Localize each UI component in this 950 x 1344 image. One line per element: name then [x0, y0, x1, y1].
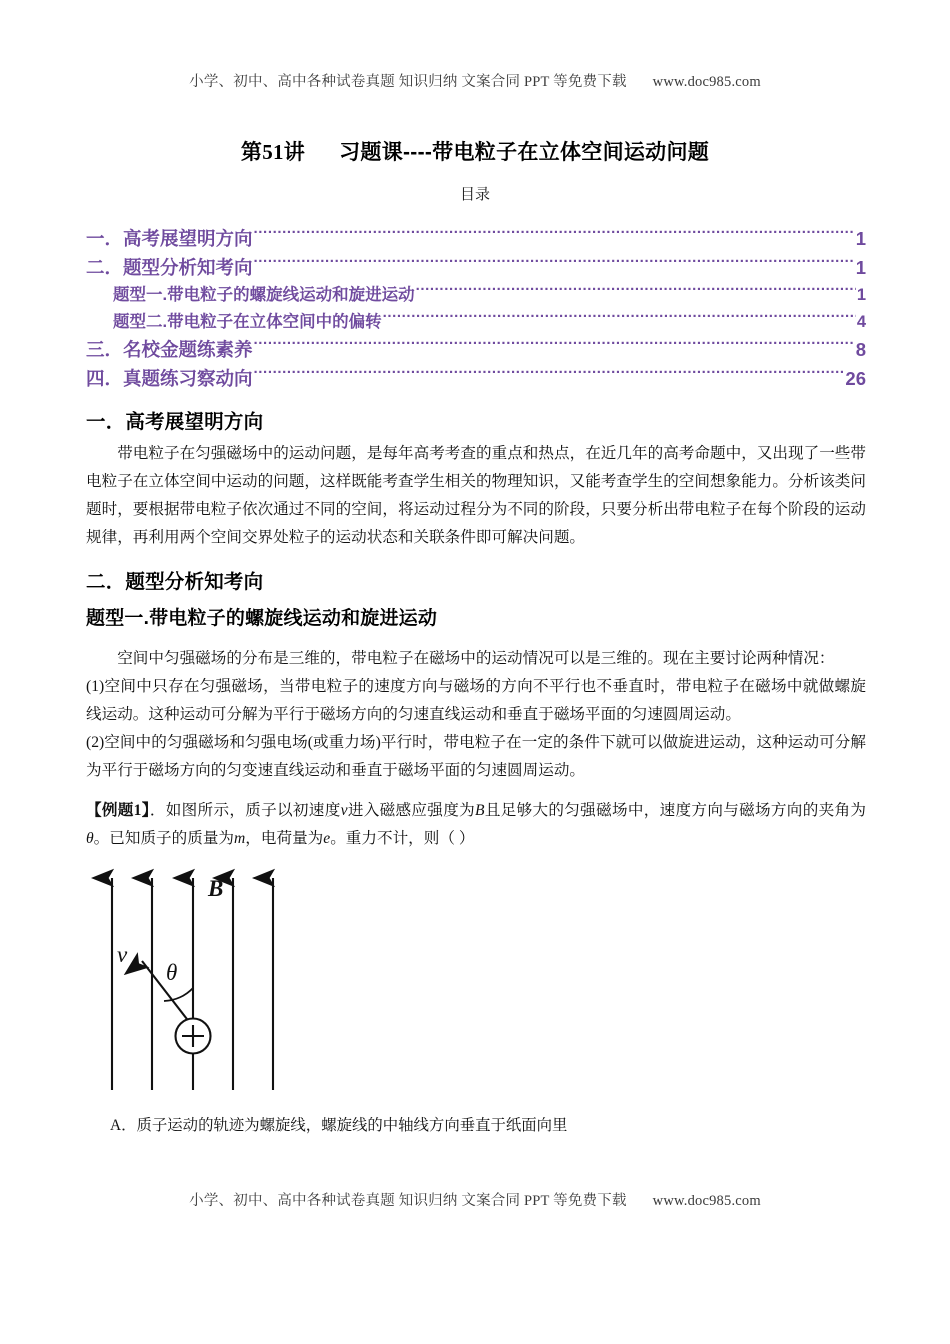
variable-e: e	[323, 830, 331, 847]
figure-magnetic-field-proton	[86, 868, 546, 1100]
title-main-text: 习题课----带电粒子在立体空间运动问题	[339, 141, 710, 164]
type-1-intro-paragraph	[86, 645, 866, 673]
toc-entry-page: 1	[855, 256, 866, 278]
toc-entry-6[interactable]	[86, 365, 866, 394]
toc-entry-page: 8	[855, 339, 866, 360]
toc-leader-dots	[254, 227, 855, 246]
toc-entry-2[interactable]	[86, 254, 866, 283]
toc-entry-page: 4	[856, 313, 866, 331]
variable-m: m	[234, 830, 246, 847]
toc-entry-page: 1	[855, 228, 866, 249]
toc-entry-page: 26	[845, 367, 866, 389]
proton-charge-marker	[176, 1019, 211, 1054]
section-1-paragraph-text: 带电粒子在匀强磁场中的运动问题，是每年高考考查的重点和热点，在近几年的高考命题中，又出现了一些带电粒子在立体空间中运动的问题，这样既能考查学生相关的物理知识，又能考查学生的空间想象能力。分析该类问题时，要根据带电粒子依次通过不同的空间，将运动过程分为不同的阶段，只要分析出带电粒子在每个阶段的运动规律，再利用两个空间交界处粒子的运动状态和关联条件即可解决问题。	[86, 445, 866, 546]
header-url: www.doc985.com	[652, 74, 761, 90]
table-of-contents	[86, 225, 866, 393]
example-1-statement	[86, 797, 866, 853]
toc-entry-label: 一．高考展望明方向	[86, 228, 253, 249]
toc-entry-label: 题型二.带电粒子在立体空间中的偏转	[113, 313, 382, 331]
toc-entry-4[interactable]	[86, 309, 866, 336]
figure-label-v: v	[117, 942, 128, 967]
option-a[interactable]: A．质子运动的轨迹为螺旋线，螺旋线的中轴线方向垂直于纸面向里	[110, 1117, 568, 1134]
variable-theta: θ	[86, 830, 94, 847]
variable-v: v	[340, 802, 348, 819]
toc-caption: 目录	[459, 187, 490, 203]
toc-entry-5[interactable]	[86, 336, 866, 365]
section-heading-2: 二．题型分析知考向	[86, 571, 264, 593]
toc-entry-label: 三．名校金题练素养	[86, 339, 253, 360]
example-tag: 【例题1】	[86, 802, 150, 819]
example-line2-c: ，电荷量为	[245, 830, 324, 847]
page-header	[0, 70, 950, 91]
figure-label-theta: θ	[166, 960, 178, 985]
field-line-group	[112, 878, 273, 1090]
page-footer	[0, 1189, 950, 1210]
footer-promo-text: 小学、初中、高中各种试卷真题 知识归纳 文案合同 PPT 等免费下载	[189, 1193, 627, 1209]
type-1-case-1-paragraph: (1)空间中只存在匀强磁场，当带电粒子的速度方向与磁场的方向不平行也不垂直时，带电粒子在磁场中就做螺旋线运动。这种运动可分解为平行于磁场方向的匀速直线运动和垂直于磁场平面的匀速圆周运动。	[86, 678, 866, 723]
example-line2-d: 。重力不计，则（ ）	[330, 830, 475, 847]
type-1-intro-text: 空间中匀强磁场的分布是三维的，带电粒子在磁场中的运动情况可以是三维的。现在主要讨论两种情况：	[117, 650, 835, 667]
subsection-heading-type-1: 题型一.带电粒子的螺旋线运动和旋进运动	[86, 608, 438, 629]
header-promo-text: 小学、初中、高中各种试卷真题 知识归纳 文案合同 PPT 等免费下载	[189, 74, 627, 90]
example-line1-c: 且足够大的匀强磁场中，速度方向与磁场方	[484, 802, 787, 819]
toc-leader-dots	[254, 366, 845, 385]
example-line2-b: 。已知质子的质量为	[93, 830, 235, 847]
toc-entry-label: 题型一.带电粒子的螺旋线运动和旋进运动	[113, 286, 415, 304]
toc-entry-label: 四．真题练习察动向	[86, 367, 253, 389]
toc-entry-page: 1	[856, 286, 866, 304]
footer-url: www.doc985.com	[652, 1193, 761, 1209]
title-lecture-number: 第51讲	[240, 140, 306, 164]
toc-entry-1[interactable]	[86, 225, 866, 254]
toc-entry-label: 二．题型分析知考向	[86, 256, 253, 278]
example-line1-b: 进入磁感应强度为	[347, 802, 475, 819]
toc-leader-dots	[383, 311, 856, 328]
example-line2-a: 向的夹角为	[786, 802, 866, 819]
variable-B: B	[474, 802, 485, 819]
figure-label-B: B	[208, 876, 224, 901]
toc-leader-dots	[416, 284, 856, 301]
toc-leader-dots	[254, 338, 855, 357]
example-line1-a: ．如图所示，质子以初速度	[149, 802, 341, 819]
section-1-paragraph	[86, 440, 866, 552]
section-heading-1: 一．高考展望明方向	[86, 411, 264, 433]
toc-entry-3[interactable]	[86, 282, 866, 309]
page-title	[0, 136, 950, 166]
toc-leader-dots	[254, 255, 855, 274]
type-1-case-2-paragraph: (2)空间中的匀强磁场和匀强电场(或重力场)平行时，带电粒子在一定的条件下就可以做旋进运动，这种运动可分解为平行于磁场方向的匀变速直线运动和垂直于磁场平面的匀速圆周运动。	[86, 734, 866, 779]
